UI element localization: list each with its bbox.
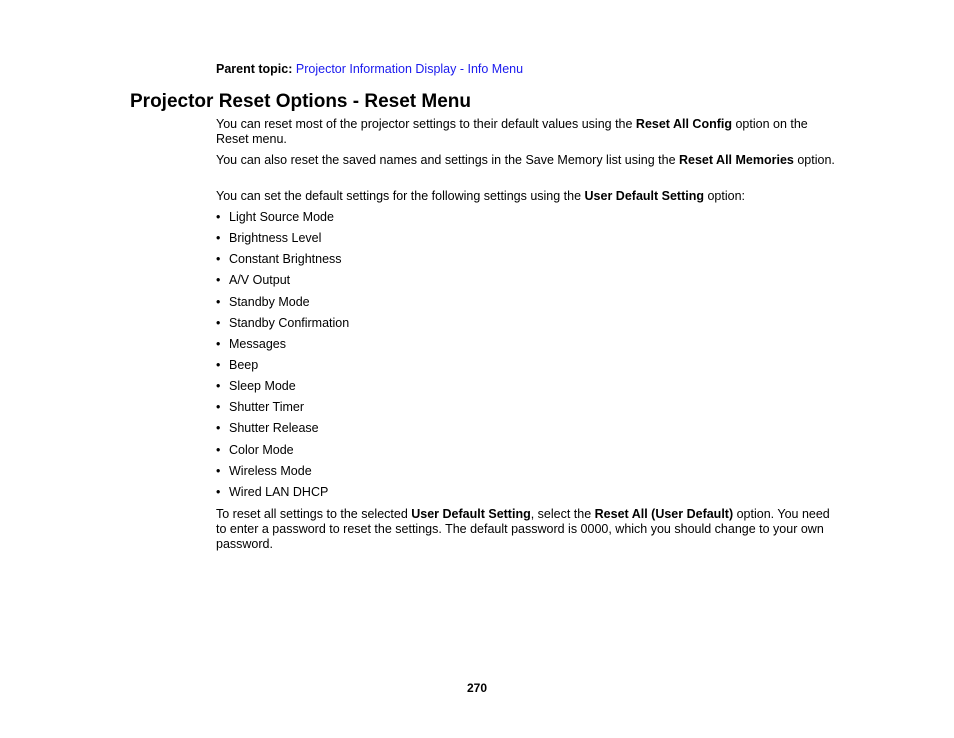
paragraph-text: To reset all settings to the selected — [216, 507, 412, 521]
reset-all-user-default-term: Reset All (User Default) — [594, 507, 734, 521]
paragraph-text: You can reset most of the projector settings to their default values using the — [216, 117, 636, 131]
paragraph-text: option. — [793, 153, 835, 167]
bullet: • — [216, 294, 221, 309]
list-item-label: Standby Mode — [229, 294, 310, 309]
paragraph-text: , select the — [530, 507, 595, 521]
list-item — [216, 252, 349, 267]
list-item-label: Beep — [229, 357, 259, 372]
list-item — [216, 379, 349, 394]
list-item — [216, 421, 349, 436]
list-item-label: Brightness Level — [229, 231, 322, 246]
page-number: 270 — [466, 681, 488, 695]
list-item-label: Messages — [229, 336, 286, 351]
list-item-label: Light Source Mode — [229, 210, 334, 224]
list-item — [216, 295, 349, 310]
parent-topic-label: Parent topic: — [216, 62, 293, 76]
bullet: • — [216, 231, 221, 246]
list-item-label: Shutter Release — [229, 421, 319, 436]
list-item — [216, 464, 349, 479]
parent-topic — [216, 62, 523, 77]
paragraph-text: option: — [704, 189, 746, 203]
list-item — [216, 273, 349, 288]
bullet: • — [216, 400, 221, 415]
bullet: • — [216, 252, 221, 267]
user-default-setting-term: User Default Setting — [411, 507, 531, 521]
bullet: • — [216, 484, 221, 499]
list-item-label: Shutter Timer — [229, 400, 305, 415]
page-title: Projector Reset Options - Reset Menu — [130, 91, 472, 112]
list-item-label: Standby Confirmation — [229, 315, 350, 330]
list-item-label: Constant Brightness — [229, 252, 342, 267]
list-item — [216, 337, 349, 352]
list-item — [216, 400, 349, 415]
bullet: • — [216, 442, 221, 457]
user-default-setting-term: User Default Setting — [584, 189, 704, 203]
list-item — [216, 358, 349, 373]
list-item-label: Color Mode — [229, 442, 294, 457]
parent-topic-link[interactable]: Projector Information Display - Info Menu — [295, 62, 524, 76]
paragraph-text: option. You need to enter a password to reset the settings. The default password is 0000, which you should change to your own password. — [216, 507, 830, 551]
bullet: • — [216, 315, 221, 330]
list-item — [216, 485, 349, 500]
bullet: • — [216, 379, 221, 394]
paragraph-text: option on the Reset menu. — [216, 117, 808, 146]
list-item-label: Sleep Mode — [229, 379, 296, 394]
list-item — [216, 231, 349, 246]
list-item-label: A/V Output — [229, 273, 291, 288]
reset-user-default-paragraph — [216, 507, 836, 552]
paragraph-text: You can set the default settings for the following settings using the — [216, 189, 585, 203]
reset-all-config-paragraph — [216, 117, 836, 147]
bullet: • — [216, 421, 221, 436]
bullet: • — [216, 463, 221, 478]
user-default-setting-paragraph — [216, 189, 836, 204]
bullet: • — [216, 210, 221, 224]
reset-all-memories-term: Reset All Memories — [679, 153, 794, 167]
bullet: • — [216, 273, 221, 288]
reset-all-config-term: Reset All Config — [635, 117, 732, 131]
bullet: • — [216, 336, 221, 351]
list-item — [216, 443, 349, 458]
bullet: • — [216, 357, 221, 372]
list-item-label: Wired LAN DHCP — [229, 484, 329, 499]
settings-list — [216, 210, 349, 506]
paragraph-text: You can also reset the saved names and settings in the Save Memory list using the — [216, 153, 679, 167]
list-item-label: Wireless Mode — [229, 463, 312, 478]
reset-all-memories-paragraph — [216, 153, 836, 168]
list-item — [216, 210, 349, 225]
list-item — [216, 316, 349, 331]
